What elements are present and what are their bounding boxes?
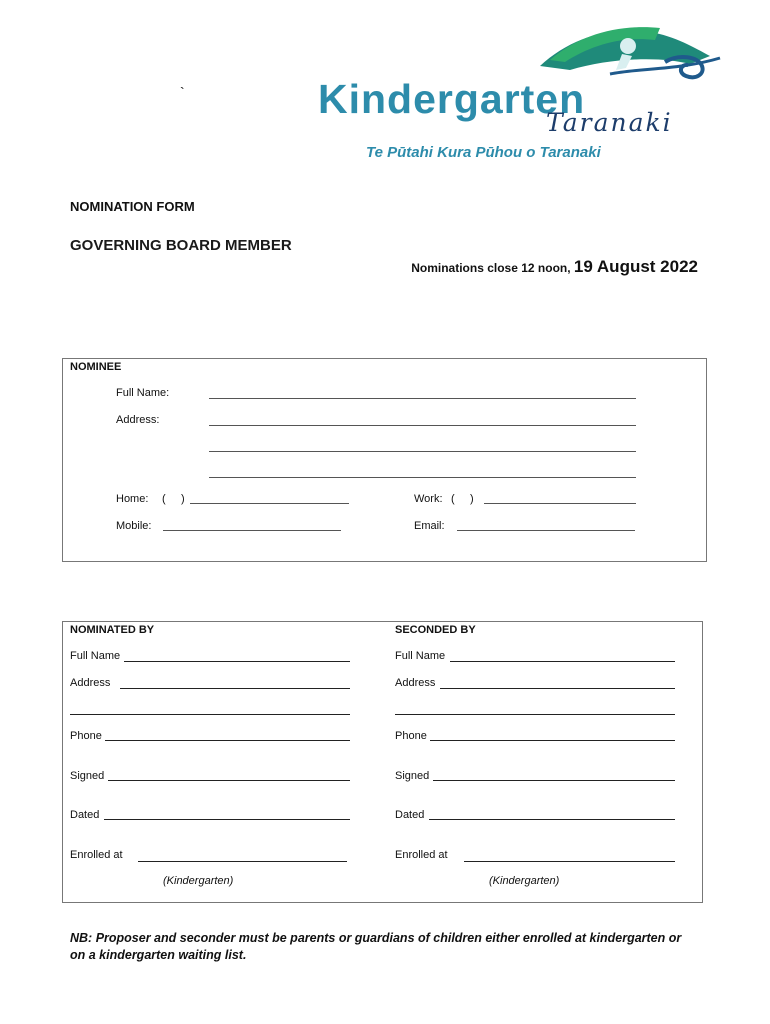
nominee-email-label: Email: (414, 520, 445, 532)
nominated-full-name-label: Full Name (70, 650, 121, 662)
nominated-phone-label: Phone (70, 730, 102, 742)
seconded-full-name-field[interactable] (450, 661, 675, 662)
seconded-enrolled-label: Enrolled at (395, 849, 448, 861)
nominated-by-heading: NOMINATED BY (70, 624, 155, 636)
note-prefix: NB: (70, 931, 93, 945)
nominated-kindergarten-hint: (Kindergarten) (163, 875, 234, 887)
nominee-home-field[interactable] (190, 503, 349, 504)
eligibility-note (70, 930, 690, 964)
closing-notice (411, 257, 698, 277)
note-text: Proposer and seconder must be parents or guardians of children either enrolled at kindergarten or on a kindergarten waiting list. (70, 931, 682, 962)
nominated-phone-field[interactable] (105, 740, 350, 741)
nominee-work-label: Work: (414, 493, 443, 505)
seconded-kindergarten-hint: (Kindergarten) (489, 875, 560, 887)
logo-region: Taranaki (546, 108, 673, 137)
nominated-dated-label: Dated (70, 809, 100, 821)
seconded-dated-label: Dated (395, 809, 425, 821)
stray-mark: ` (180, 84, 185, 100)
logo-word: Kindergarten (318, 76, 586, 122)
seconded-address-field-1[interactable] (440, 688, 675, 689)
nominated-address-field-1[interactable] (120, 688, 350, 689)
nominee-address-label: Address: (116, 414, 160, 426)
seconded-enrolled-field[interactable] (464, 861, 675, 862)
seconded-address-field-2[interactable] (395, 714, 675, 715)
seconded-signed-label: Signed (395, 770, 430, 782)
nominated-signed-label: Signed (70, 770, 105, 782)
nominee-heading: NOMINEE (70, 361, 122, 373)
closing-text: Nominations close 12 noon, (411, 261, 571, 275)
closing-date: 19 August 2022 (573, 257, 698, 276)
nominee-mobile-label: Mobile: (116, 520, 152, 532)
nominee-full-name-label: Full Name: (116, 387, 170, 399)
nominated-full-name-field[interactable] (124, 661, 350, 662)
nominee-work-field[interactable] (484, 503, 636, 504)
nominated-enrolled-field[interactable] (138, 861, 347, 862)
seconded-by-heading: SECONDED BY (395, 624, 476, 636)
nominated-dated-field[interactable] (104, 819, 350, 820)
form-title: NOMINATION FORM (70, 199, 195, 214)
logo-maori-tagline: Te Pūtahi Kura Pūhou o Taranaki (366, 144, 601, 161)
nominee-address-field-3[interactable] (209, 477, 636, 478)
nominee-address-field-2[interactable] (209, 451, 636, 452)
nominee-work-area-code: ( ) (451, 493, 474, 505)
seconded-full-name-label: Full Name (395, 650, 446, 662)
seconded-address-label: Address (395, 677, 436, 689)
seconded-signed-field[interactable] (433, 780, 675, 781)
seconded-phone-label: Phone (395, 730, 427, 742)
nominee-mobile-field[interactable] (163, 530, 341, 531)
nominee-full-name-field[interactable] (209, 398, 636, 399)
nominee-email-field[interactable] (457, 530, 635, 531)
seconded-dated-field[interactable] (429, 819, 675, 820)
nominated-address-field-2[interactable] (70, 714, 350, 715)
nominee-home-area-code: ( ) (162, 493, 185, 505)
nominated-signed-field[interactable] (108, 780, 350, 781)
board-title: GOVERNING BOARD MEMBER (70, 237, 292, 254)
nominee-address-field-1[interactable] (209, 425, 636, 426)
nominated-enrolled-label: Enrolled at (70, 849, 123, 861)
nominee-home-label: Home: (116, 493, 149, 505)
nominated-address-label: Address (70, 677, 111, 689)
seconded-phone-field[interactable] (430, 740, 675, 741)
